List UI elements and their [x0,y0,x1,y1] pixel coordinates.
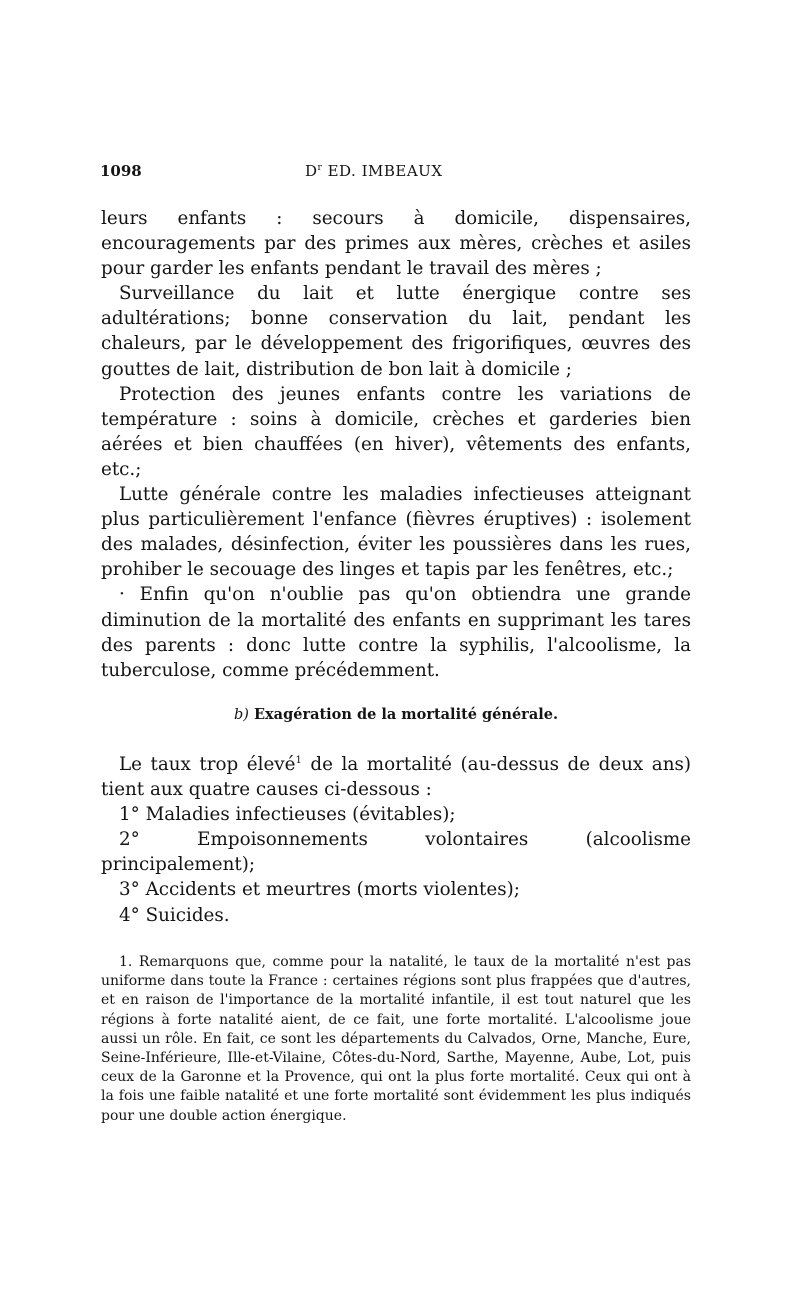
section-body [101,752,691,928]
page-number: 1098 [100,162,142,180]
running-title [305,162,443,180]
paragraph-continued: leurs enfants : secours à domicile, dispensaires, encouragements par des primes aux mères, crèches et asiles pour garder les enfants pendant le travail des mères ; [101,208,691,280]
footnote-text: 1. Remarquons que, comme pour la natalité, le taux de la mortalité n'est pas uniforme dans toute la France : certaines régions sont plus frappées que d'autres, et en raison de l'importance de la mortalité infantile, il est tout naturel que les régions à forte natalité aient, de ce fait, une forte mortalité. L'alcoolisme joue aussi un rôle. En fait, ce sont les départements du Calvados, Orne, Manche, Eure, Seine-Inférieure, Ille-et-Vilaine, Côtes-du-Nord, Sarthe, Mayenne, Aube, Lot, puis ceux de la Garonne et la Provence, qui ont la plus forte mortalité. Ceux qui ont à la fois une faible natalité et une forte mortalité sont évidemment les plus indiqués pour une double action énergique. [101,954,691,1124]
body-text [101,206,691,683]
author-prefix: D [305,162,318,180]
paragraph: Protection des jeunes enfants contre les variations de température : soins à domicile, crèches et garderies bien aérées et bien chauffées (en hiver), vêtements des enfants, etc.; [101,383,691,480]
cause-item: 1° Maladies infectieuses (évitables); [119,804,456,826]
footnote [101,953,691,1126]
subheading-title: Exagération de la mortalité générale. [248,706,558,723]
author-prefix-sup: r [317,163,323,173]
intro-text-after: de la mortalité (au-dessus de deux ans) tient aux quatre causes ci-dessous : [101,754,691,801]
paragraph: Lutte générale contre les maladies infectieuses atteignant plus particulièrement l'enfance (fièvres éruptives) : isolement des malades, désinfection, éviter les poussières dans les rues, prohiber le secouage des linges et tapis par les fenêtres, etc.; [101,484,691,581]
section-intro [101,752,691,802]
footnote-reference: 1 [295,754,302,766]
cause-item: 4° Suicides. [119,904,230,926]
cause-item: 2° Empoisonnements volontaires (alcoolisme principalement); [101,829,691,876]
subheading-letter: b) [233,707,249,723]
author-name: ED. IMBEAUX [322,162,443,180]
intro-text-before: Le taux trop élevé [119,754,296,775]
section-subheading [101,706,691,723]
paragraph: · Enfin qu'on n'oublie pas qu'on obtiendra une grande diminution de la mortalité des enfants en supprimant les tares des parents : donc lutte contre la syphilis, l'alcoolisme, la tuberculose, comme précédemment. [101,584,691,681]
paragraph: Surveillance du lait et lutte énergique contre ses adultérations; bonne conservation du lait, pendant les chaleurs, par le développement des frigorifiques, œuvres des gouttes de lait, distribution de bon lait à domicile ; [101,283,691,380]
cause-item: 3° Accidents et meurtres (morts violentes); [119,879,520,901]
running-header [100,162,690,186]
